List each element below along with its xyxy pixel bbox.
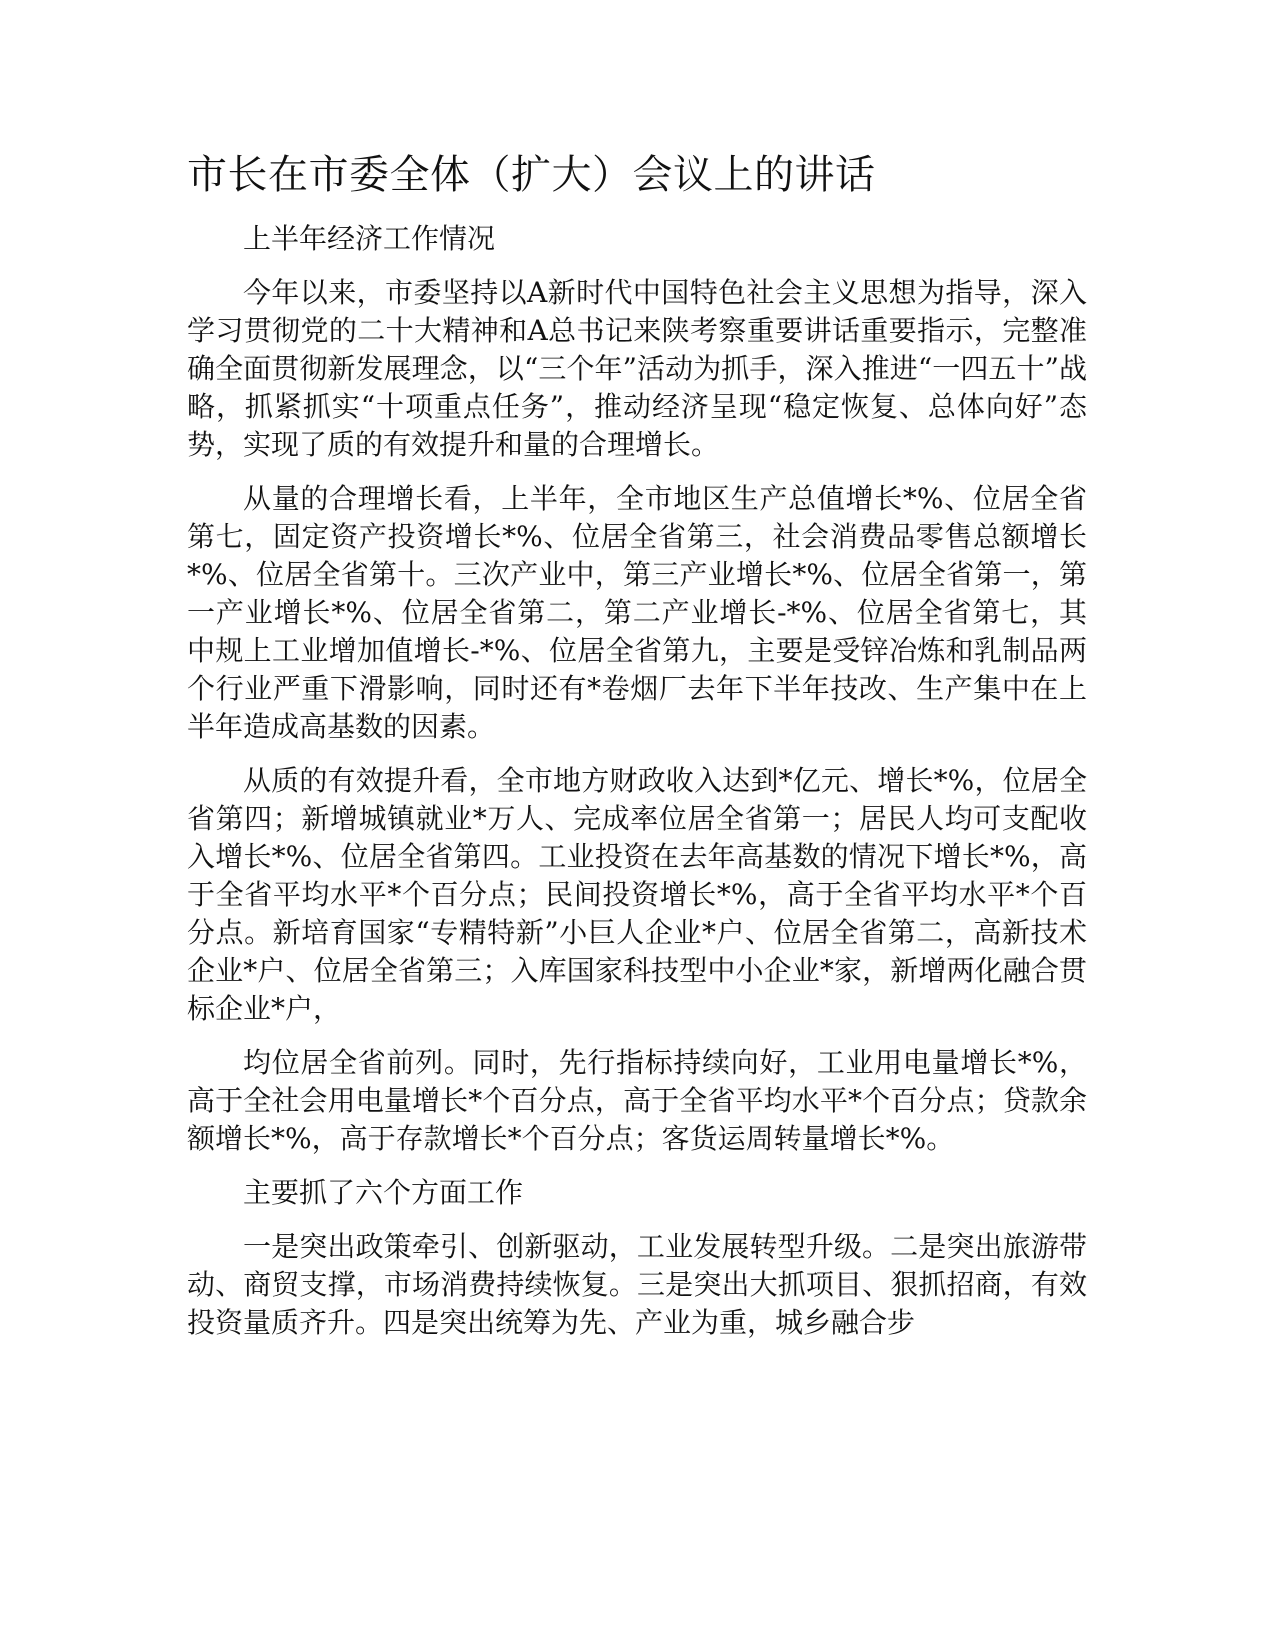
document-title: 市长在市委全体（扩大）会议上的讲话: [187, 152, 876, 198]
section-heading-six-areas: 主要抓了六个方面工作: [243, 1176, 524, 1209]
section-heading-economy: 上半年经济工作情况: [243, 222, 496, 255]
paragraph-six-areas: 一是突出政策牵引、创新驱动，工业发展转型升级。二是突出旅游带动、商贸支撑，市场消费持续恢复。三是突出大抓项目、狠抓招商，有效投资量质齐升。四是突出统筹为先、产业为重，城乡融合步: [187, 1230, 1087, 1339]
document-body: [187, 220, 1087, 1358]
paragraph-leading-indicators: 均位居全省前列。同时，先行指标持续向好，工业用电量增长*%，高于全社会用电量增长*个百分点，高于全省平均水平*个百分点；贷款余额增长*%，高于存款增长*个百分点；客货运周转量增长*%。: [187, 1046, 1087, 1155]
paragraph-overview: 今年以来，市委坚持以A新时代中国特色社会主义思想为指导，深入学习贯彻党的二十大精神和A总书记来陕考察重要讲话重要指示，完整准确全面贯彻新发展理念，以“三个年”活动为抓手，深入推进“一四五十”战略，抓紧抓实“十项重点任务”，推动经济呈现“稳定恢复、总体向好”态势，实现了质的有效提升和量的合理增长。: [187, 276, 1087, 461]
paragraph-quality-improvement: 从质的有效提升看，全市地方财政收入达到*亿元、增长*%，位居全省第四；新增城镇就业*万人、完成率位居全省第一；居民人均可支配收入增长*%、位居全省第四。工业投资在去年高基数的情况下增长*%，高于全省平均水平*个百分点；民间投资增长*%，高于全省平均水平*个百分点。新培育国家“专精特新”小巨人企业*户、位居全省第二，高新技术企业*户、位居全省第三；入库国家科技型中小企业*家，新增两化融合贯标企业*户，: [187, 764, 1087, 1025]
paragraph-quantity-growth: 从量的合理增长看，上半年，全市地区生产总值增长*%、位居全省第七，固定资产投资增长*%、位居全省第三，社会消费品零售总额增长*%、位居全省第十。三次产业中，第三产业增长*%、位居全省第一，第一产业增长*%、位居全省第二，第二产业增长-*%、位居全省第七，其中规上工业增加值增长-*%、位居全省第九，主要是受锌冶炼和乳制品两个行业严重下滑影响，同时还有*卷烟厂去年下半年技改、生产集中在上半年造成高基数的因素。: [187, 482, 1087, 743]
